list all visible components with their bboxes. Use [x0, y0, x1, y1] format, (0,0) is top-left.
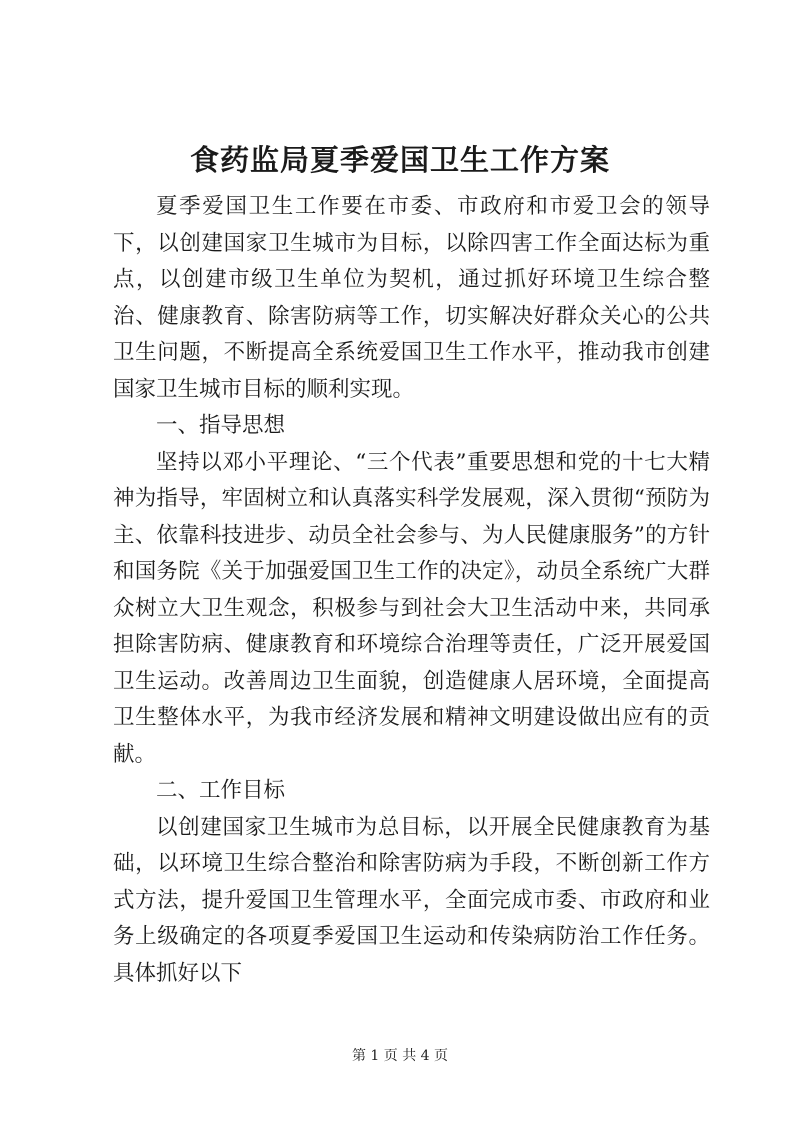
page-number-footer: 第 1 页 共 4 页	[351, 1048, 449, 1064]
section-heading-guiding-thought: 一、指导思想	[156, 413, 286, 438]
document-body	[113, 189, 710, 992]
section-heading-work-goals: 二、工作目标	[156, 778, 286, 803]
intro-paragraph: 夏季爱国卫生工作要在市委、市政府和市爱卫会的领导下，以创建国家卫生城市为目标，以除四害工作全面达标为重点，以创建市级卫生单位为契机，通过抓好环境卫生综合整治、健康教育、除害防病等工作，切实解决好群众关心的公共卫生问题，不断提高全系统爱国卫生工作水平，推动我市创建国家卫生城市目标的顺利实现。	[113, 194, 710, 402]
guiding-thought-paragraph: 坚持以邓小平理论、“三个代表”重要思想和党的十七大精神为指导，牢固树立和认真落实科学发展观，深入贯彻“预防为主、依靠科技进步、动员全社会参与、为人民健康服务”的方针和国务院《关于加强爱国卫生工作的决定》，动员全系统广大群众树立大卫生观念，积极参与到社会大卫生活动中来，共同承担除害防病、健康教育和环境综合治理等责任，广泛开展爱国卫生运动。改善周边卫生面貌，创造健康人居环境，全面提高卫生整体水平，为我市经济发展和精神文明建设做出应有的贡献。	[113, 449, 710, 767]
document-title: 食药监局夏季爱国卫生工作方案	[189, 143, 610, 177]
work-goals-paragraph: 以创建国家卫生城市为总目标，以开展全民健康教育为基础，以环境卫生综合整治和除害防病为手段，不断创新工作方式方法，提升爱国卫生管理水平，全面完成市委、市政府和业务上级确定的各项夏季爱国卫生运动和传染病防治工作任务。具体抓好以下	[113, 814, 710, 986]
